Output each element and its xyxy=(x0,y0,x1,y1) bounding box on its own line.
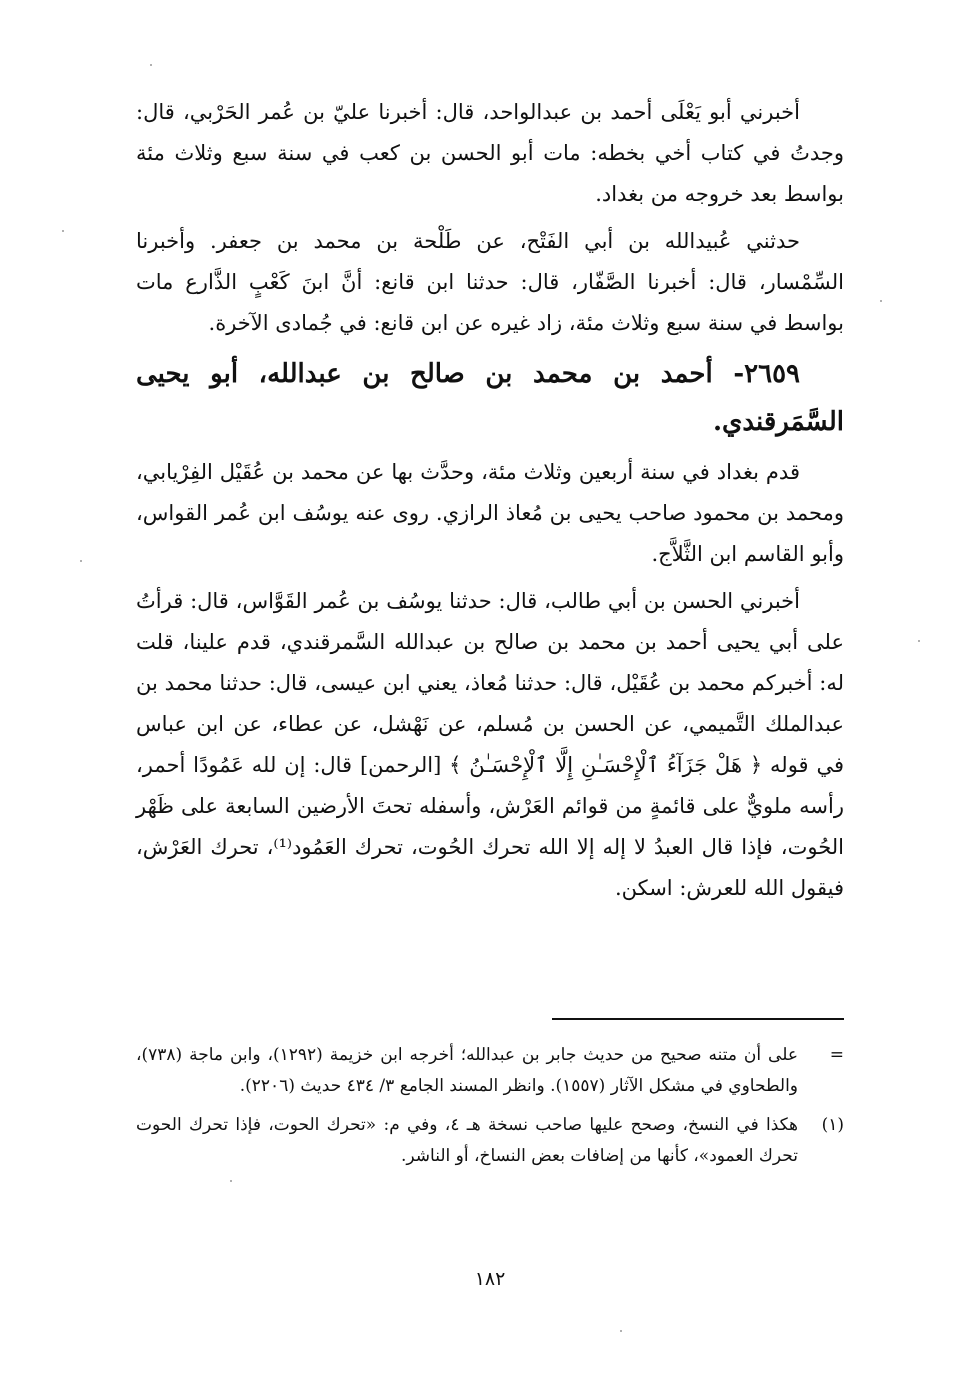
footnote-text: هكذا في النسخ، وصحح عليها صاحب نسخة هـ ٤، وفي م: «تحرك الحوت، فإذا تحرك الحوت تحرك العمود»، كأنها من إضافات بعض النساخ، أو الناشر. xyxy=(136,1115,799,1166)
scan-speckle xyxy=(150,64,152,66)
entry-title: أحمد بن محمد بن صالح بن عبدالله، أبو يحيى السَّمَرقندي. xyxy=(136,359,844,437)
scan-speckle xyxy=(620,1330,622,1332)
paragraph: أخبرني أبو يَعْلَى أحمد بن عبدالواحد، قال: أخبرنا عليّ بن عُمر الحَرْبي، قال: وجدتُ في كتاب أخي بخطه: مات أبو الحسن بن كعب في سنة سبع وثلاث مئة بواسط بعد خروجه من بغداد. xyxy=(136,100,844,206)
paragraph: أخبرني الحسن بن أبي طالب، قال: حدثنا يوسُف بن عُمر القَوَّاس، قال: قرأتُ على أبي يحيى أحمد بن محمد بن صالح بن عبدالله السَّمرقندي، قدم علينا، قلت له: أخبركم محمد بن عُقَيْل، قال: حدثنا مُعاذ، يعني ابن عيسى، قال: حدثنا محمد بن عبدالملك التَّميمي، عن الحسن بن مُسلم، عن نَهْشل، عن عطاء، عن ابن عباس في قوله ﴿ هَلْ جَزَآءُ ٱلْإِحْسَـٰنِ إِلَّا ٱلْإِحْسَـٰنُ ﴾ [الرحمن] قال: إن لله عَمُودًا أحمر، رأسه ملويٌّ على قائمةٍ من قوائم العَرْش، وأسفله تحتَ الأرضين السابعة على ظَهْر الحُوت، فإذا قال العبدُ لا إله إلا الله تحرك الحُوت، تحرك العَمُود⁽¹⁾، تحرك العَرْش، فيقول الله للعرش: اسكن. xyxy=(136,589,844,900)
scan-speckle xyxy=(80,560,82,562)
entry-number: ٢٦٥٩- xyxy=(733,359,800,389)
scan-speckle xyxy=(918,640,920,642)
footnote xyxy=(136,1110,844,1172)
scan-speckle xyxy=(62,230,64,232)
footnote-mark: = xyxy=(829,1045,844,1065)
footnote-mark: (١) xyxy=(821,1115,844,1135)
paragraph: حدثني عُبيدالله بن أبي الفَتْح، عن طَلْحة بن محمد بن جعفر. وأخبرنا السِّمْسار، قال: أخبرنا الصَّفّار، قال: حدثنا ابن قانع: أنَّ ابنَ كَعْبٍ الذَّارع مات بواسط في سنة سبع وثلاث مئة، زاد غيره عن ابن قانع: في جُمادى الآخرة. xyxy=(136,229,844,335)
biography-heading xyxy=(136,350,844,446)
footnote xyxy=(136,1040,844,1102)
page-number: ١٨٢ xyxy=(474,1268,506,1290)
paragraph: قدم بغداد في سنة أربعين وثلاث مئة، وحدَّث بها عن محمد بن عُقَيْل الفِرْيابي، ومحمد بن محمود صاحب يحيى بن مُعاذ الرازي. روى عنه يوسُف ابن عُمر القواس، وأبو القاسم ابن الثَّلاَّج. xyxy=(136,460,844,566)
footnote-text: على أن متنه صحيح من حديث جابر بن عبدالله؛ أخرجه ابن خزيمة (١٢٩٢)، وابن ماجة (٧٣٨)، والطحاوي في مشكل الآثار (١٥٥٧). وانظر المسند الجامع ٣/ ٤٣٤ حديث (٢٢٠٦). xyxy=(136,1045,799,1096)
main-text xyxy=(136,92,844,915)
footnotes xyxy=(136,1040,844,1180)
scan-speckle xyxy=(880,300,882,302)
footnote-separator xyxy=(552,1018,844,1020)
scan-speckle xyxy=(230,1180,232,1182)
